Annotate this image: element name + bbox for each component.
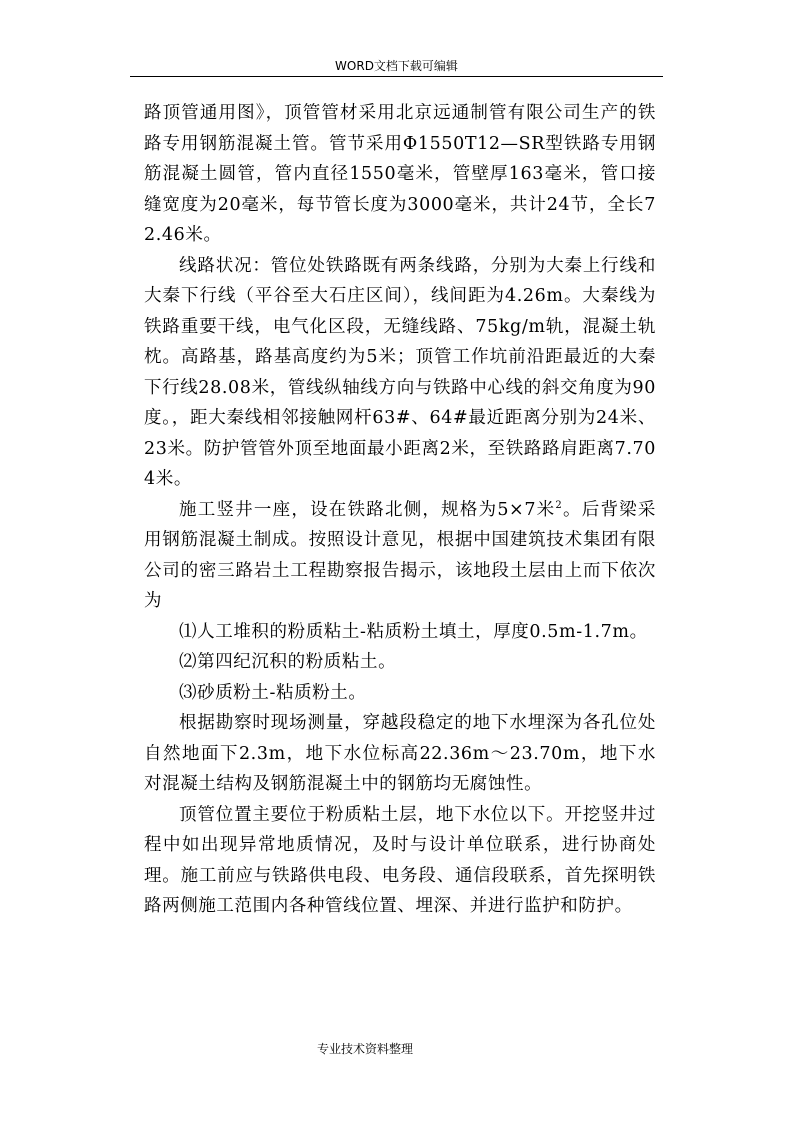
document-body	[144, 98, 656, 922]
soil-layer-item-1: ⑴人工堆积的粉质粘土-粘质粉土填土，厚度0.5m-1.7m。	[179, 621, 648, 642]
paragraph-pipe-spec: 路顶管通用图》，顶管管材采用北京远通制管有限公司生产的铁路专用钢筋混凝土管。管节采用Φ1550T12—SR型铁路专用钢筋混凝土圆管，管内直径1550毫米，管壁厚163毫米，管口接缝宽度为20毫米，每节管长度为3000毫米，共计24节，全长72.46米。	[144, 103, 656, 245]
shaft-text-b: 。后背梁采用钢筋混凝土制成。按照设计意见，根据中国建筑技术集团有限公司的密三路岩土工程勘察报告揭示，该地段土层由上而下依次为	[144, 499, 656, 611]
page-header: WORD文档下载可编辑	[335, 59, 458, 73]
shaft-text-a: 施工竖井一座，设在铁路北侧，规格为5×7米	[179, 499, 556, 520]
paragraph-shaft	[144, 495, 656, 617]
paragraph-groundwater: 根据勘察时现场测量，穿越段稳定的地下水埋深为各孔位处自然地面下2.3m，地下水位标高22.36m～23.70m，地下水对混凝土结构及钢筋混凝土中的钢筋均无腐蚀性。	[144, 713, 656, 794]
superscript-squared: 2	[555, 499, 563, 511]
paragraph-pipe-position: 顶管位置主要位于粉质粘土层，地下水位以下。开挖竖井过程中如出现异常地质情况，及时与设计单位联系，进行协商处理。施工前应与铁路供电段、电务段、通信段联系，首先探明铁路两侧施工范围内各种管线位置、埋深、并进行监护和防护。	[144, 804, 656, 916]
soil-layer-item-2: ⑵第四纪沉积的粉质粘土。	[179, 652, 397, 672]
soil-layer-item-3: ⑶砂质粉土-粘质粉土。	[179, 682, 367, 703]
header-divider	[130, 76, 663, 77]
page-footer: 专业技术资料整理	[316, 1042, 413, 1056]
paragraph-line-status: 线路状况：管位处铁路既有两条线路，分别为大秦上行线和大秦下行线（平谷至大石庄区间），线间距为4.26m。大秦线为铁路重要干线，电气化区段，无缝线路、75kg/m轨，混凝土轨枕。高路基，路基高度约为5米；顶管工作坑前沿距最近的大秦下行线28.08米，管线纵轴线方向与铁路中心线的斜交角度为90度。，距大秦线相邻接触网杆63#、64#最近距离分别为24米、23米。防护管管外顶至地面最小距离2米，至铁路路肩距离7.704米。	[144, 255, 656, 489]
